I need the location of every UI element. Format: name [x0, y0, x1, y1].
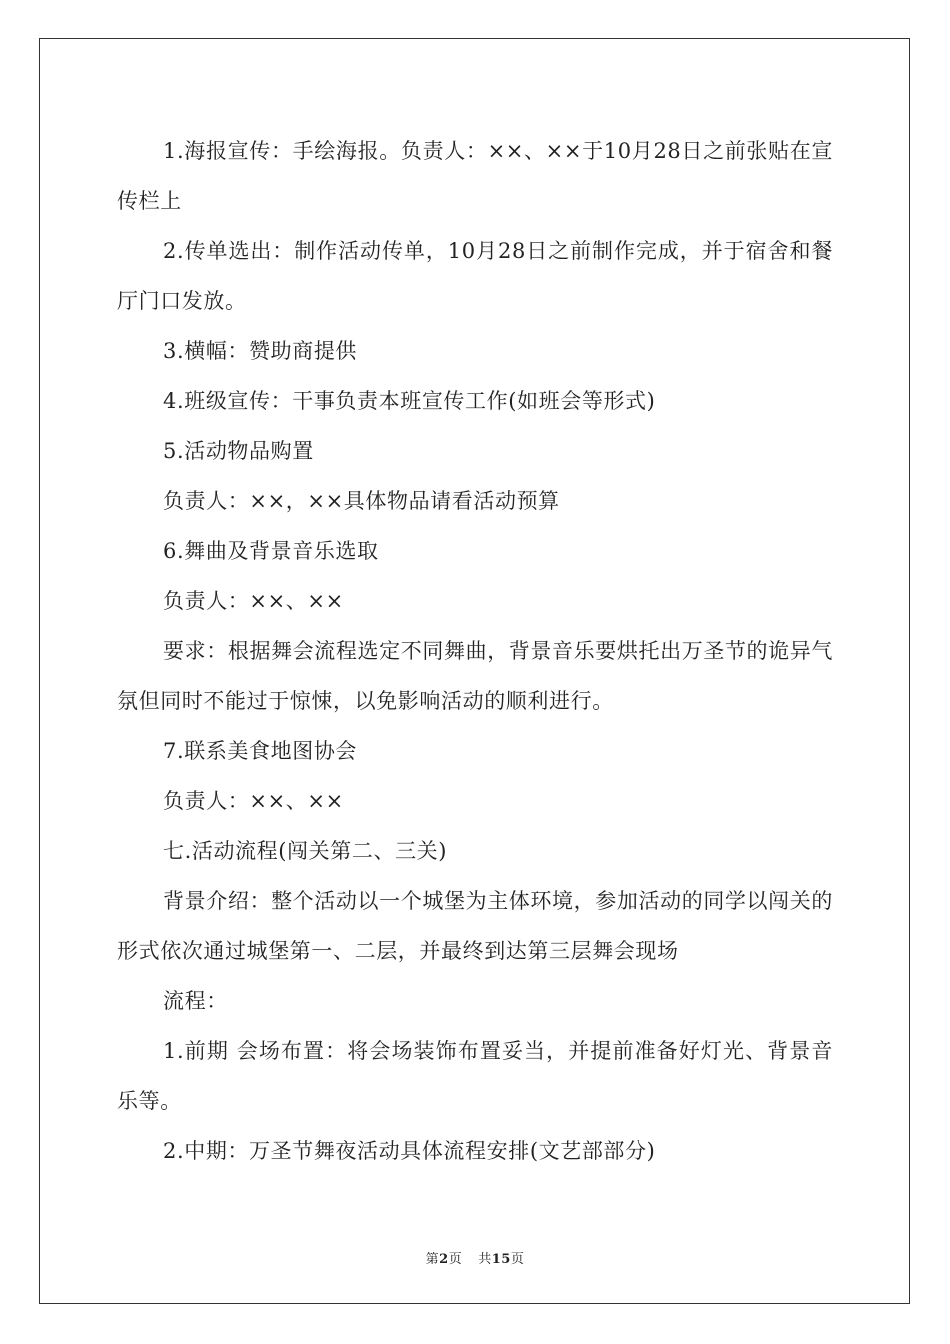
paragraph-class-promotion: 4.班级宣传：干事负责本班宣传工作(如班会等形式)	[163, 389, 656, 413]
page-number: 2	[439, 1252, 449, 1267]
total-prefix: 共	[478, 1252, 492, 1267]
paragraph-poster-promotion: 1.海报宣传：手绘海报。负责人：××、××于10月28日之前张贴在宣传栏上	[117, 139, 833, 213]
paragraph-background-intro: 背景介绍：整个活动以一个城堡为主体环境，参加活动的同学以闯关的形式依次通过城堡第一、二层，并最终到达第三层舞会现场	[117, 889, 833, 963]
document-body	[117, 126, 833, 1176]
section-heading-activity-flow: 七.活动流程(闯关第二、三关)	[163, 839, 448, 863]
paragraph-food-owner: 负责人：××、××	[163, 789, 344, 813]
paragraph-music-selection: 6.舞曲及背景音乐选取	[163, 539, 379, 563]
paragraph-music-requirements: 要求：根据舞会流程选定不同舞曲，背景音乐要烘托出万圣节的诡异气氛但同时不能过于惊悚，以免影响活动的顺利进行。	[117, 639, 833, 713]
paragraph-supplies-purchase: 5.活动物品购置	[163, 439, 314, 463]
paragraph-early-stage: 1.前期 会场布置：将会场装饰布置妥当，并提前准备好灯光、背景音乐等。	[117, 1039, 833, 1113]
paragraph-flow-label: 流程：	[163, 989, 228, 1013]
paragraph-flyer-distribution: 2.传单选出：制作活动传单，10月28日之前制作完成，并于宿舍和餐厅门口发放。	[117, 239, 833, 313]
total-pages: 15	[491, 1252, 511, 1267]
paragraph-music-owner: 负责人：××、××	[163, 589, 344, 613]
paragraph-supplies-owner: 负责人：××，××具体物品请看活动预算	[163, 489, 560, 513]
paragraph-food-association: 7.联系美食地图协会	[163, 739, 358, 763]
paragraph-mid-stage: 2.中期：万圣节舞夜活动具体流程安排(文艺部部分)	[163, 1139, 656, 1163]
page-prefix: 第	[425, 1252, 440, 1267]
page-footer	[0, 1248, 950, 1267]
page-suffix: 页	[448, 1252, 463, 1267]
paragraph-banner: 3.横幅：赞助商提供	[163, 339, 358, 363]
total-suffix: 页	[510, 1252, 525, 1267]
